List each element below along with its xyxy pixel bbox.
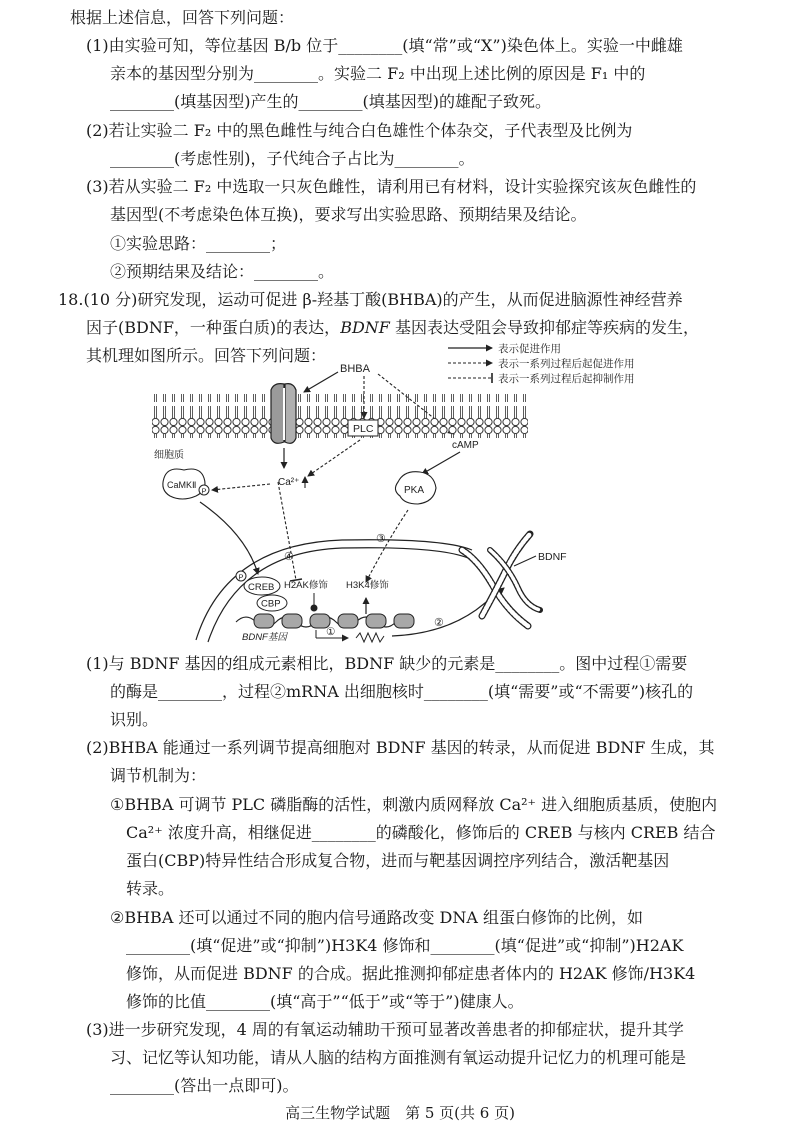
q18-stem-gene-italic: BDNF (340, 318, 390, 337)
pathway-3-label: ③ (376, 533, 386, 545)
mrna-zigzag (356, 633, 384, 642)
camp-label: cAMP (452, 440, 479, 451)
nucleosome-6 (394, 614, 414, 628)
q18-part1-line3: 识别。 (110, 710, 159, 729)
calcium-label: Ca²⁺ (278, 477, 300, 488)
cbp-label: CBP (261, 598, 281, 610)
plc-label: PLC (353, 423, 374, 435)
legend-promote-text: 表示促进作用 (498, 343, 561, 355)
q17-part2-line2: ________(考虑性别)，子代纯合子占比为________。 (110, 149, 475, 168)
q18-part2-line7: ②BHBA 还可以通过不同的胞内信号通路改变 DNA 组蛋白修饰的比例，如 (110, 908, 644, 927)
q18-part3-line1: (3)进一步研究发现，4 周的有氧运动辅助干预可显著改善患者的抑郁症状，提升其学 (86, 1020, 684, 1039)
q17-part1-line1: (1)由实验可知，等位基因 B/b 位于________(填“常”或“X”)染色体上。实验一中雌雄 (86, 36, 683, 55)
camk-label: CaMKⅡ (167, 480, 197, 490)
page-footer: 高三生物学试题 第 5 页(共 6 页) (285, 1104, 515, 1122)
q18-part2-line10: 修饰的比值________(填“高于”“低于”或“等于”)健康人。 (126, 992, 524, 1011)
pathway-4-inhibit-line (278, 482, 296, 580)
q18-stem-line1: 18.(10 分)研究发现，运动可促进 β-羟基丁酸(BHBA)的产生，从而促进脑源性神经营养 (58, 290, 683, 309)
bhba-label: BHBA (340, 363, 370, 375)
q18-part2-line4: Ca²⁺ 浓度升高，相继促进________的磷酸化，修饰后的 CREB 与核内 CREB 结合 (126, 823, 716, 842)
nucleosome-2 (282, 614, 302, 628)
camk-phospho-label: P (201, 486, 207, 496)
q17-intro: 根据上述信息，回答下列问题： (70, 8, 295, 27)
q17-part3-line3: ①实验思路：________； (110, 234, 287, 253)
q18-stem-text-b: 基因表达受阻会导致抑郁症等疾病的发生， (389, 318, 699, 337)
creb-phospho-label: P (238, 572, 244, 582)
pka-to-h3k4-arrow (366, 510, 408, 582)
h3k4-label: H3K4修饰 (346, 580, 389, 591)
q17-part2-line1: (2)若让实验二 F₂ 中的黑色雌性与纯合白色雄性个体杂交，子代表型及比例为 (86, 121, 633, 140)
q18-part2-line1: (2)BHBA 能通过一系列调节提高细胞对 BDNF 基因的转录，从而促进 BDNF 生成，其 (86, 738, 715, 757)
ion-channel (271, 384, 296, 444)
bdnf-gene-label: BDNF基因 (242, 632, 287, 643)
cell-membrane (152, 394, 528, 438)
h2ak-label: H2AK修饰 (284, 580, 328, 591)
creb-label: CREB (248, 582, 275, 593)
q18-stem-text-a: 因子(BDNF，一种蛋白质)的表达， (86, 318, 341, 337)
ca-to-camk-arrow (212, 484, 270, 490)
bdnf-protein-label: BDNF (538, 551, 567, 563)
process-1-label: ① (326, 626, 336, 638)
legend-indirect-promote-text: 表示一系列过程后起促进作用 (498, 358, 635, 370)
q17-part3-line1: (3)若从实验二 F₂ 中选取一只灰色雌性，请利用已有材料，设计实验探究该灰色雌性的 (86, 177, 697, 196)
nucleosome-5 (366, 614, 386, 628)
legend-inhibit-text: 表示一系列过程后起抑制作用 (498, 373, 635, 385)
q18-part1-line1: (1)与 BDNF 基因的组成元素相比，BDNF 缺少的元素是________。图中过程①需要 (86, 654, 688, 673)
bhba-to-channel-arrow (304, 372, 338, 392)
h2ak-marker-dot (311, 605, 318, 612)
pka-label: PKA (404, 485, 425, 496)
q18-part1-line2: 的酶是________，过程②mRNA 出细胞核时________(填“需要”或“不需要”)核孔的 (110, 682, 694, 701)
plc-to-ca-arrow (308, 440, 360, 476)
pathway-4-label: ④ (284, 551, 294, 563)
q18-part3-line3: ________(答出一点即可)。 (110, 1076, 299, 1095)
nucleosome-1 (254, 614, 274, 628)
nucleosome-4 (338, 614, 358, 628)
q18-part2-line9: 修饰，从而促进 BDNF 的合成。据此推测抑郁症患者体内的 H2AK 修饰/H3K4 (126, 964, 696, 983)
q17-part3-line2: 基因型(不考虑染色体互换)，要求写出实验思路、预期结果及结论。 (110, 205, 587, 224)
q18-stem-line2 (86, 316, 699, 340)
q18-part2-line5: 蛋白(CBP)特异性结合形成复合物，进而与靶基因调控序列结合，激活靶基因 (126, 851, 670, 870)
q18-stem-line3: 其机理如图所示。回答下列问题： (86, 346, 327, 365)
q17-part3-line4: ②预期结果及结论：________。 (110, 262, 335, 281)
q18-part2-line2: 调节机制为： (110, 766, 207, 785)
camp-to-pka-arrow (422, 452, 460, 474)
legend (448, 342, 635, 385)
mechanism-diagram (142, 338, 682, 644)
q18-part2-line8: ________(填“促进”或“抑制”)H3K4 修饰和________(填“促进”或“抑制”)H2AK (126, 936, 684, 955)
cytoplasm-label: 细胞质 (154, 450, 184, 461)
process-2-label: ② (434, 617, 444, 629)
q17-part1-line3: ________(填基因型)产生的________(填基因型)的雄配子致死。 (110, 92, 551, 111)
q18-part2-line3: ①BHBA 可调节 PLC 磷脂酶的活性，刺激内质网释放 Ca²⁺ 进入细胞质基质，使胞内 (110, 795, 718, 814)
nuclear-envelope-inner (208, 548, 468, 642)
q18-part3-line2: 习、记忆等认知功能，请从人脑的结构方面推测有氧运动提升记忆力的机理可能是 (110, 1048, 687, 1067)
bdnf-protein-leader (514, 556, 536, 566)
camk-to-creb-arrow (200, 502, 258, 574)
q18-part2-line6: 转录。 (126, 879, 175, 898)
q17-part1-line2: 亲本的基因型分别为________。实验二 F₂ 中出现上述比例的原因是 F₁ 中的 (110, 64, 646, 83)
